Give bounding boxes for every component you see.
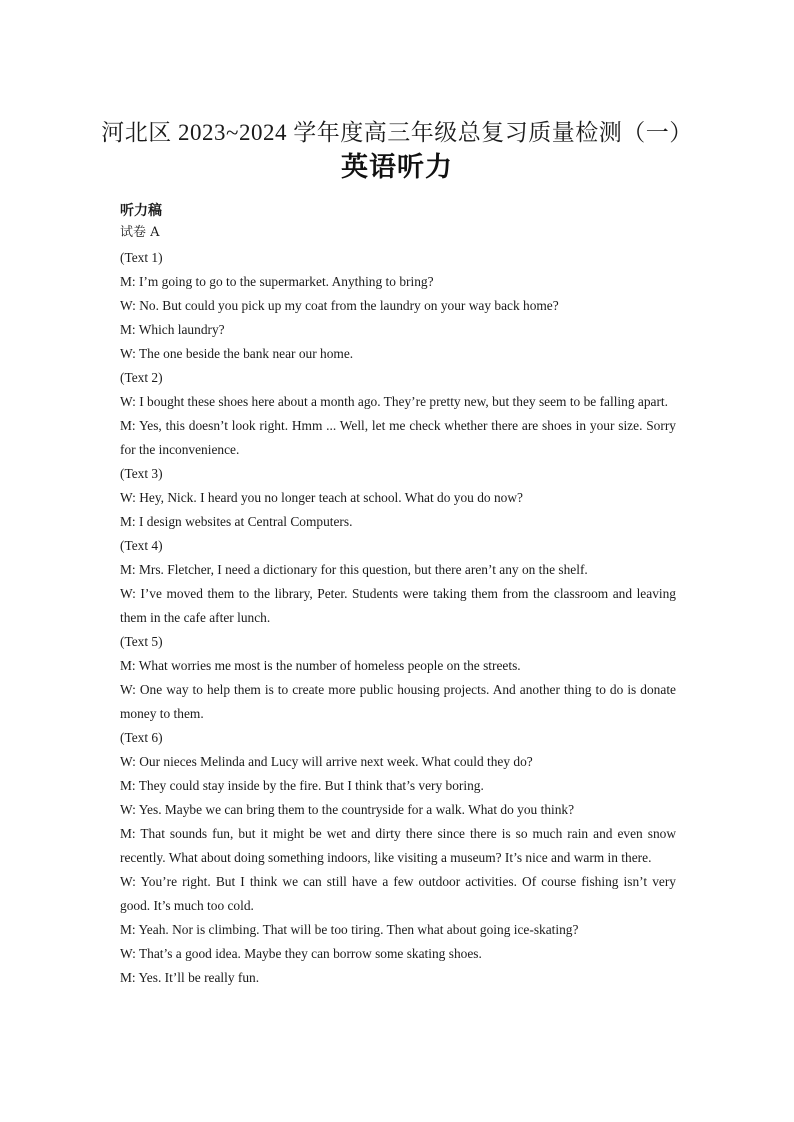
dialogue-line: M: I design websites at Central Computers. <box>120 514 353 529</box>
dialogue-line: M: I’m going to go to the supermarket. Anything to bring? <box>120 274 434 289</box>
dialogue-line: W: Hey, Nick. I heard you no longer teach at school. What do you do now? <box>120 490 523 505</box>
dialogue-line: M: What worries me most is the number of homeless people on the streets. <box>120 658 521 673</box>
dialogue-line: W: Yes. Maybe we can bring them to the countryside for a walk. What do you think? <box>120 802 575 817</box>
dialogue-line: M: Which laundry? <box>120 322 225 337</box>
text-label: (Text 1) <box>120 250 163 265</box>
dialogue-line: M: Yeah. Nor is climbing. That will be too tiring. Then what about going ice-skating? <box>120 922 579 937</box>
dialogue-line: W: I bought these shoes here about a month ago. They’re pretty new, but they seem to be falling apart. <box>120 394 668 409</box>
transcript-body <box>120 200 676 990</box>
dialogue-line: M: Yes, this doesn’t look right. Hmm ... Well, let me check whether there are shoes in your size. Sorry for the inconvenience. <box>120 418 676 457</box>
text-label: (Text 5) <box>120 634 163 649</box>
text-label: (Text 4) <box>120 538 163 553</box>
dialogue-line: W: Our nieces Melinda and Lucy will arrive next week. What could they do? <box>120 754 533 769</box>
document-subtitle: 英语听力 <box>341 152 453 183</box>
text-label: (Text 6) <box>120 730 163 745</box>
dialogue-line: M: Mrs. Fletcher, I need a dictionary for this question, but there aren’t any on the shelf. <box>120 562 588 577</box>
text-label: (Text 2) <box>120 370 163 385</box>
dialogue-line: W: I’ve moved them to the library, Peter. Students were taking them from the classroom and leaving them in the cafe after lunch. <box>120 586 676 625</box>
paper-label: 试卷 A <box>120 225 160 240</box>
dialogue-line: W: The one beside the bank near our home. <box>120 346 354 361</box>
dialogue-line: W: No. But could you pick up my coat from the laundry on your way back home? <box>120 298 559 313</box>
dialogue-line: W: One way to help them is to create more public housing projects. And another thing to do is donate money to them. <box>120 682 676 721</box>
document-title: 河北区 2023~2024 学年度高三年级总复习质量检测（一） <box>101 120 693 145</box>
section-heading: 听力稿 <box>120 203 162 219</box>
dialogue-line: W: You’re right. But I think we can still have a few outdoor activities. Of course fishing isn’t very good. It’s much too cold. <box>120 874 676 913</box>
dialogue-line: M: Yes. It’ll be really fun. <box>120 970 260 985</box>
dialogue-line: W: That’s a good idea. Maybe they can borrow some skating shoes. <box>120 946 482 961</box>
text-label: (Text 3) <box>120 466 163 481</box>
dialogue-line: M: They could stay inside by the fire. But I think that’s very boring. <box>120 778 484 793</box>
dialogue-line: M: That sounds fun, but it might be wet and dirty there since there is so much rain and even snow recently. What about doing something indoors, like visiting a museum? It’s nice and warm in there. <box>120 826 676 865</box>
